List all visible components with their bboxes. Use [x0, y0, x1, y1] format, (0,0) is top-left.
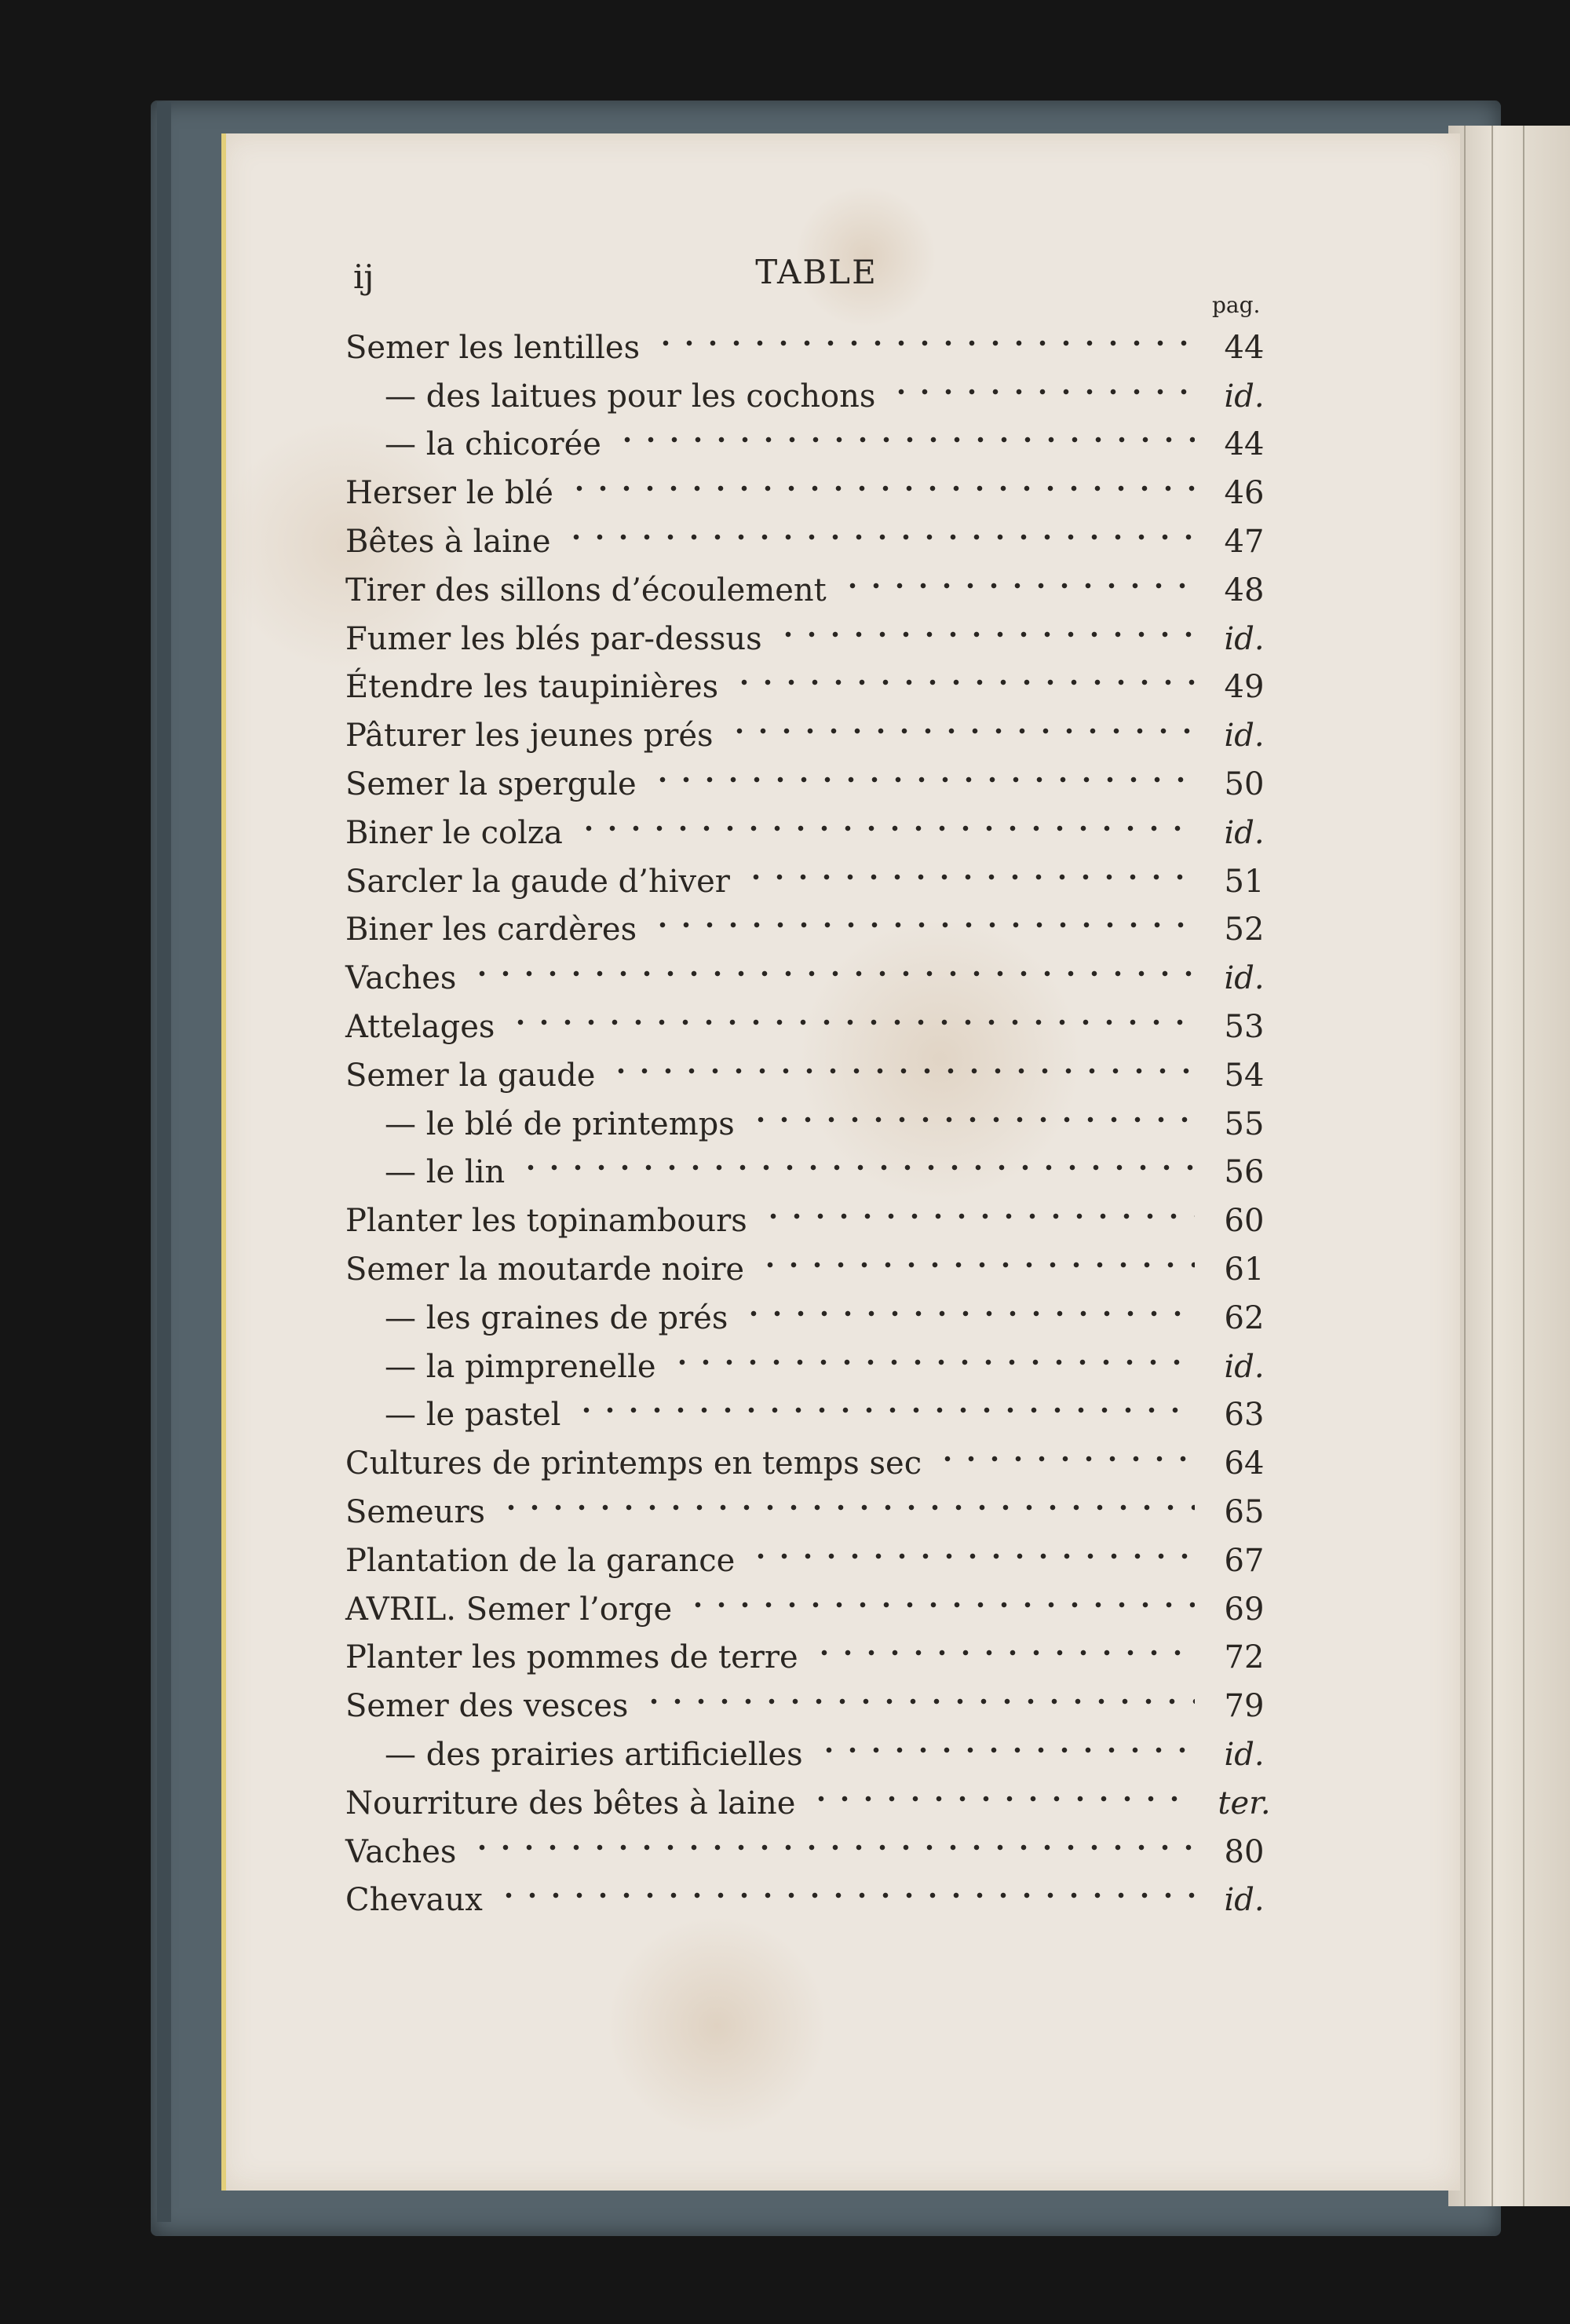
dot-leader — [761, 1200, 1195, 1232]
toc-entry — [345, 1682, 1280, 1730]
toc-entry-text: Attelages — [345, 1009, 495, 1046]
toc-entry — [345, 1537, 1280, 1585]
page-column-label: pag. — [1212, 292, 1261, 318]
toc-entry-page: 49 — [1224, 669, 1265, 706]
toc-entry-text: — des prairies artificielles — [385, 1737, 803, 1773]
toc-entry-text: Semeurs — [345, 1494, 486, 1531]
toc-entry-text: — les graines de prés — [385, 1299, 728, 1336]
dot-leader — [758, 1249, 1195, 1281]
toc-entry — [345, 1585, 1280, 1634]
dot-leader — [744, 861, 1195, 893]
toc-entry — [345, 1294, 1280, 1343]
toc-entry — [345, 1051, 1280, 1100]
toc-entry-page: id. — [1224, 814, 1265, 851]
toc-entry-text: Biner les cardères — [345, 912, 637, 948]
toc-entry-text: Vaches — [345, 1833, 457, 1870]
toc-entry-text: — le pastel — [385, 1397, 561, 1434]
toc-entry-text: Sarcler la gaude d’hiver — [345, 863, 730, 900]
toc-entry-page: 61 — [1224, 1252, 1265, 1288]
dot-leader — [889, 376, 1195, 407]
toc-entry-text: Semer la spergule — [345, 766, 637, 803]
dot-leader — [642, 1686, 1195, 1717]
dot-leader — [568, 473, 1195, 504]
toc-entry — [345, 615, 1280, 663]
toc-entry — [345, 469, 1280, 517]
toc-entry-text: Chevaux — [345, 1882, 483, 1919]
toc-entry-page: 67 — [1224, 1542, 1265, 1579]
toc-entry-text: Herser le blé — [345, 475, 553, 512]
dot-leader — [575, 1394, 1195, 1426]
dot-leader — [654, 327, 1195, 359]
toc-entry-page: ter. — [1218, 1785, 1271, 1822]
toc-entry-text: Nourriture des bêtes à laine — [345, 1785, 796, 1822]
toc-entry-text: Tirer des sillons d’écoulement — [345, 572, 827, 608]
toc-entry-text: — la chicorée — [385, 426, 601, 463]
toc-entry-page: 47 — [1224, 524, 1265, 561]
dot-leader — [817, 1734, 1195, 1766]
toc-entry-page: 62 — [1224, 1299, 1265, 1336]
dot-leader — [841, 570, 1195, 601]
page-stack — [1448, 126, 1570, 2206]
toc-entry — [345, 1779, 1280, 1828]
toc-entry-page: 46 — [1224, 475, 1265, 512]
dot-leader — [499, 1492, 1195, 1523]
folio-number: ij — [353, 258, 374, 296]
dot-leader — [936, 1443, 1195, 1474]
toc-entry-text: Bêtes à laine — [345, 524, 551, 561]
dot-leader — [651, 764, 1195, 795]
toc-entry-page: 55 — [1224, 1105, 1265, 1142]
toc-entry — [345, 566, 1280, 615]
dot-leader — [615, 424, 1195, 455]
toc-entry-page: 63 — [1224, 1397, 1265, 1434]
toc-entry-page: id. — [1224, 960, 1265, 997]
toc-entry — [345, 421, 1280, 470]
dot-leader — [519, 1152, 1195, 1183]
toc-entry-page: 54 — [1224, 1057, 1265, 1094]
dot-leader — [728, 715, 1195, 747]
toc-entry-text: Fumer les blés par-dessus — [345, 620, 762, 657]
toc-entry-page: 48 — [1224, 572, 1265, 608]
toc-entry — [345, 1003, 1280, 1051]
dot-leader — [577, 813, 1195, 844]
toc-entry-text: Plantation de la garance — [345, 1542, 736, 1579]
toc-entry — [345, 1439, 1280, 1488]
toc-entry-page: 52 — [1224, 912, 1265, 948]
dot-leader — [470, 958, 1195, 989]
toc-entry-text: Semer la moutarde noire — [345, 1252, 745, 1288]
dot-leader — [470, 1832, 1195, 1863]
toc-entry-text: — le lin — [385, 1154, 506, 1191]
toc-entry-page: id. — [1224, 1737, 1265, 1773]
toc-entry — [345, 1245, 1280, 1294]
toc-entry-text: — le blé de printemps — [385, 1105, 735, 1142]
toc-entry-text: Cultures de printemps en temps sec — [345, 1445, 922, 1482]
toc-entry — [345, 1828, 1280, 1876]
toc-entry — [345, 517, 1280, 566]
toc-entry — [345, 809, 1280, 857]
toc-entry-page: 60 — [1224, 1203, 1265, 1240]
dot-leader — [742, 1298, 1195, 1329]
page-header — [353, 253, 1280, 300]
toc-entry-page: 44 — [1224, 329, 1265, 366]
toc-entry-page: 50 — [1224, 766, 1265, 803]
toc-entry — [345, 663, 1280, 712]
toc-entry-text: Semer la gaude — [345, 1057, 596, 1094]
toc-entry — [345, 1634, 1280, 1683]
toc-entry-text: Vaches — [345, 960, 457, 997]
toc-entry — [345, 1149, 1280, 1197]
toc-entry-text: Semer des vesces — [345, 1688, 629, 1725]
toc-entry-page: id. — [1224, 1348, 1265, 1385]
toc-entry-page: 51 — [1224, 863, 1265, 900]
toc-entry-page: 65 — [1224, 1494, 1265, 1531]
toc-entry-text: — la pimprenelle — [385, 1348, 656, 1385]
dot-leader — [686, 1589, 1195, 1621]
toc-entry-page: 56 — [1224, 1154, 1265, 1191]
dot-leader — [776, 619, 1195, 650]
dot-leader — [749, 1104, 1195, 1135]
toc-entry — [345, 1488, 1280, 1537]
dot-leader — [749, 1540, 1195, 1572]
toc-entry — [345, 1343, 1280, 1391]
toc-entry-text: AVRIL. Semer l’orge — [345, 1591, 673, 1628]
toc-entry — [345, 1876, 1280, 1925]
dot-leader — [732, 667, 1195, 698]
toc-entry — [345, 906, 1280, 955]
dot-leader — [670, 1347, 1196, 1378]
dot-leader — [564, 521, 1195, 553]
toc-entry-text: Planter les pommes de terre — [345, 1639, 798, 1676]
toc-entry-page: 80 — [1224, 1833, 1265, 1870]
toc-entry — [345, 323, 1280, 372]
book-spine-edge — [157, 102, 171, 2222]
toc-entry-page: id. — [1224, 378, 1265, 415]
page-title: TABLE — [755, 253, 878, 291]
toc-entry-page: id. — [1224, 718, 1265, 755]
toc-entry — [345, 372, 1280, 421]
toc-entry-page: 79 — [1224, 1688, 1265, 1725]
dot-leader — [497, 1880, 1195, 1911]
toc-entry-text: Biner le colza — [345, 814, 563, 851]
toc-entry-page: 64 — [1224, 1445, 1265, 1482]
toc-entry-page: 69 — [1224, 1591, 1265, 1628]
toc-entry — [345, 1730, 1280, 1779]
toc-entry-page: id. — [1224, 620, 1265, 657]
dot-leader — [509, 1007, 1195, 1038]
toc-entry-text: Étendre les taupinières — [345, 669, 719, 706]
toc-entry-text: — des laitues pour les cochons — [385, 378, 876, 415]
dot-leader — [609, 1055, 1195, 1087]
toc-entry-page: id. — [1224, 1882, 1265, 1919]
toc-entry-text: Planter les topinambours — [345, 1203, 747, 1240]
dot-leader — [651, 909, 1195, 941]
toc-entry — [345, 711, 1280, 760]
dot-leader — [809, 1783, 1195, 1814]
toc-entry — [345, 954, 1280, 1003]
toc-entry — [345, 1197, 1280, 1245]
toc-entry — [345, 1100, 1280, 1149]
toc-entry — [345, 760, 1280, 809]
toc-entry-page: 72 — [1224, 1639, 1265, 1676]
toc-entry-page: 44 — [1224, 426, 1265, 463]
toc-entry-text: Pâturer les jeunes prés — [345, 718, 714, 755]
toc-entry-text: Semer les lentilles — [345, 329, 641, 366]
toc-entry — [345, 1391, 1280, 1440]
table-of-contents — [345, 323, 1280, 1924]
toc-entry-page: 53 — [1224, 1009, 1265, 1046]
toc-entry — [345, 857, 1280, 906]
dot-leader — [812, 1637, 1195, 1668]
